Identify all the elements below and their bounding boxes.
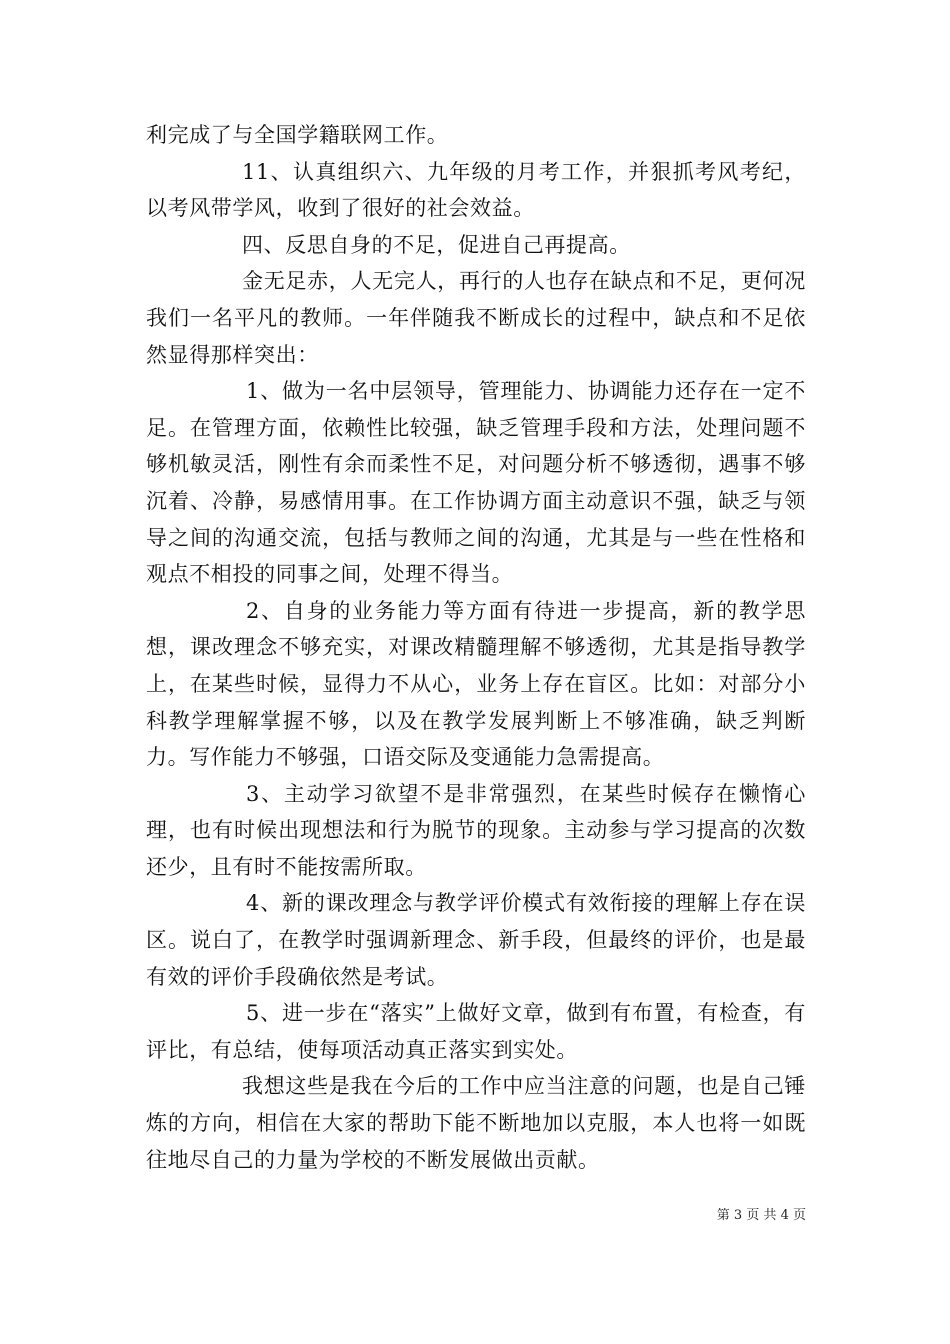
document-body	[146, 117, 806, 1178]
paragraph-item-4: 4、新的课改理念与教学评价模式有效衔接的理解上存在误区。说白了，在教学时强调新理念、新手段，但最终的评价，也是最有效的评价手段确依然是考试。	[146, 891, 806, 989]
paragraph-continuation: 利完成了与全国学籍联网工作。	[146, 123, 449, 147]
paragraph-intro: 金无足赤，人无完人，再行的人也存在缺点和不足，更何况我们一名平凡的教师。一年伴随我不断成长的过程中，缺点和不足依然显得那样突出：	[146, 269, 806, 367]
section-heading-four: 四、反思自身的不足，促进自己再提高。	[242, 232, 631, 257]
paragraph-item-3: 3、主动学习欲望不是非常强烈，在某些时候存在懒惰心理，也有时候出现想法和行为脱节的现象。主动参与学习提高的次数还少，且有时不能按需所取。	[146, 781, 806, 879]
paragraph-item-1: 1、做为一名中层领导，管理能力、协调能力还存在一定不足。在管理方面，依赖性比较强，缺乏管理手段和方法，处理问题不够机敏灵活，刚性有余而柔性不足，对问题分析不够透彻，遇事不够沉着、冷静，易感情用事。在工作协调方面主动意识不强，缺乏与领导之间的沟通交流，包括与教师之间的沟通，尤其是与一些在性格和观点不相投的同事之间，处理不得当。	[146, 379, 806, 587]
paragraph-item-11: 11、认真组织六、九年级的月考工作，并狠抓考风考纪，以考风带学风，收到了很好的社会效益。	[146, 159, 806, 221]
page-number-footer: 第 3 页 共 4 页	[716, 1208, 806, 1223]
paragraph-item-5: 5、进一步在“落实”上做好文章，做到有布置，有检查，有评比，有总结，使每项活动真正落实到实处。	[146, 1001, 806, 1062]
paragraph-item-2: 2、自身的业务能力等方面有待进一步提高，新的教学思想，课改理念不够充实，对课改精髓理解不够透彻，尤其是指导教学上，在某些时候，显得力不从心，业务上存在盲区。比如：对部分小科教学理解掌握不够，以及在教学发展判断上不够准确，缺乏判断力。写作能力不够强，口语交际及变通能力急需提高。	[146, 598, 806, 770]
paragraph-conclusion: 我想这些是我在今后的工作中应当注意的问题，也是自己锤炼的方向，相信在大家的帮助下能不断地加以克服，本人也将一如既往地尽自己的力量为学校的不断发展做出贡献。	[146, 1074, 806, 1172]
